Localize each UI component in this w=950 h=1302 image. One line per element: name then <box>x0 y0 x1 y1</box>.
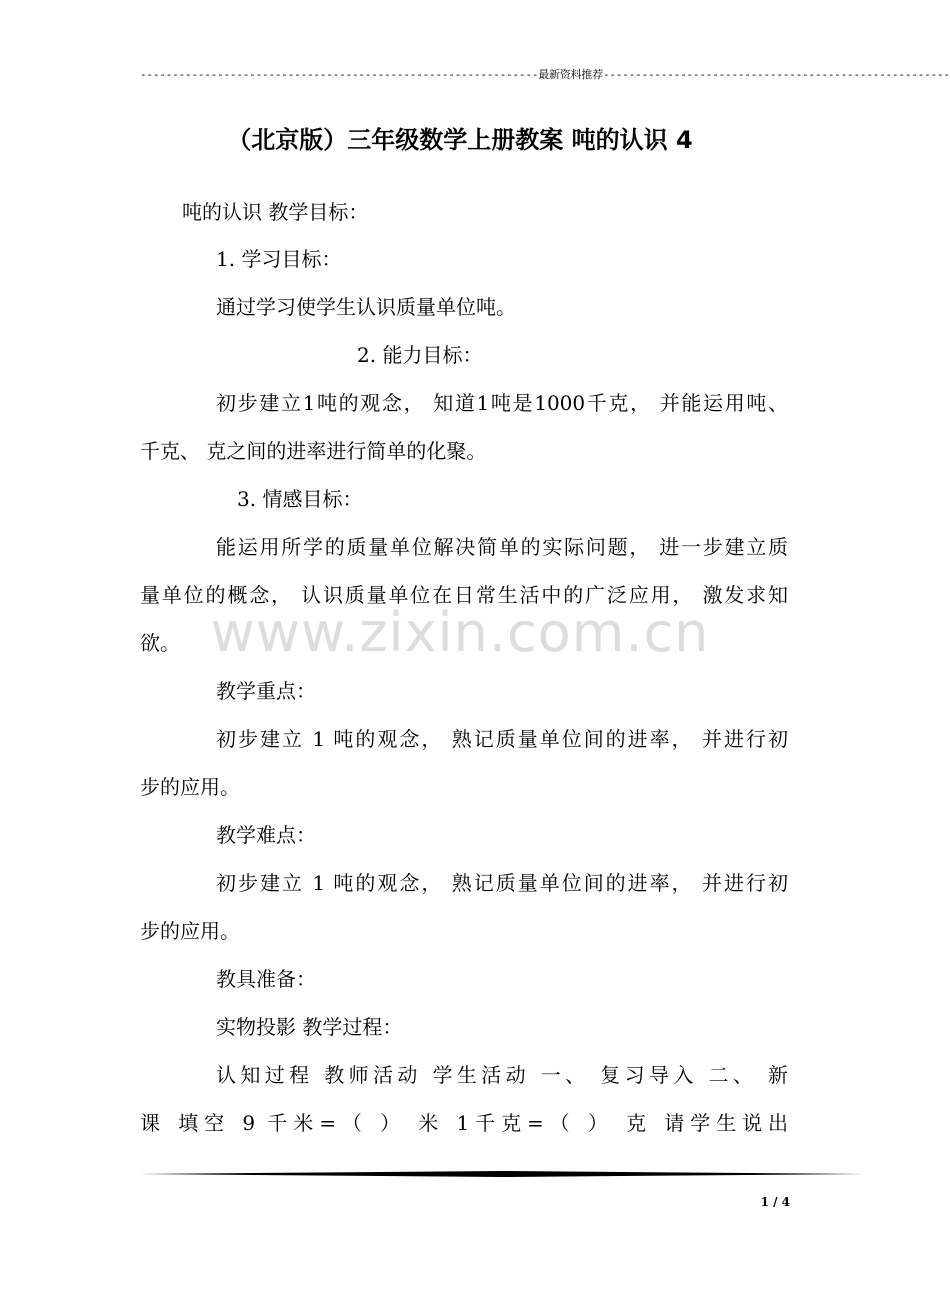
list-item-2: 2. 能力目标： <box>357 343 483 367</box>
list-item-1: 1. 学习目标： <box>216 247 342 271</box>
paragraph-heading: 吨的认识 教学目标： <box>182 200 369 224</box>
list-item-3: 3. 情感目标： <box>237 487 363 511</box>
watermark: www.zixin.com.cn <box>210 601 710 664</box>
paragraph-line: 量单位的概念， 认识质量单位在日常生活中的广泛应用， 激发求知 <box>140 583 788 607</box>
page-number: 1 / 4 <box>760 1195 790 1209</box>
footer-divider <box>140 1171 864 1177</box>
paragraph-line: 欲。 <box>140 631 180 655</box>
paragraph-line: 步的应用。 <box>140 919 240 943</box>
page-header: --------------------------------------------------------------最新资料推荐------------------------------------------------------ <box>140 68 950 81</box>
paragraph-line: 认知过程 教师活动 学生活动 一、 复习导入 二、 新 <box>216 1063 788 1087</box>
paragraph: 通过学习使学生认识质量单位吨。 <box>216 295 516 319</box>
section-label: 教学难点： <box>216 823 316 847</box>
paragraph-line: 课 填空 9 千米=（ ） 米 1千克=（ ） 克 请学生说出 <box>140 1111 788 1135</box>
section-label: 教学重点： <box>216 679 316 703</box>
paragraph-line: 能运用所学的质量单位解决简单的实际问题， 进一步建立质 <box>216 535 788 559</box>
paragraph-line: 初步建立 1 吨的观念， 熟记质量单位间的进率， 并进行初 <box>216 727 788 751</box>
paragraph-line: 千克、 克之间的进率进行简单的化聚。 <box>140 439 487 463</box>
section-label: 教具准备： <box>216 967 316 991</box>
paragraph-line: 步的应用。 <box>140 775 240 799</box>
document-title: （北京版）三年级数学上册教案 吨的认识 4 <box>227 126 693 154</box>
paragraph-line: 初步建立1吨的观念， 知道1吨是1000千克， 并能运用吨、 <box>216 391 788 415</box>
paragraph-line: 初步建立 1 吨的观念， 熟记质量单位间的进率， 并进行初 <box>216 871 788 895</box>
paragraph: 实物投影 教学过程： <box>216 1015 403 1039</box>
